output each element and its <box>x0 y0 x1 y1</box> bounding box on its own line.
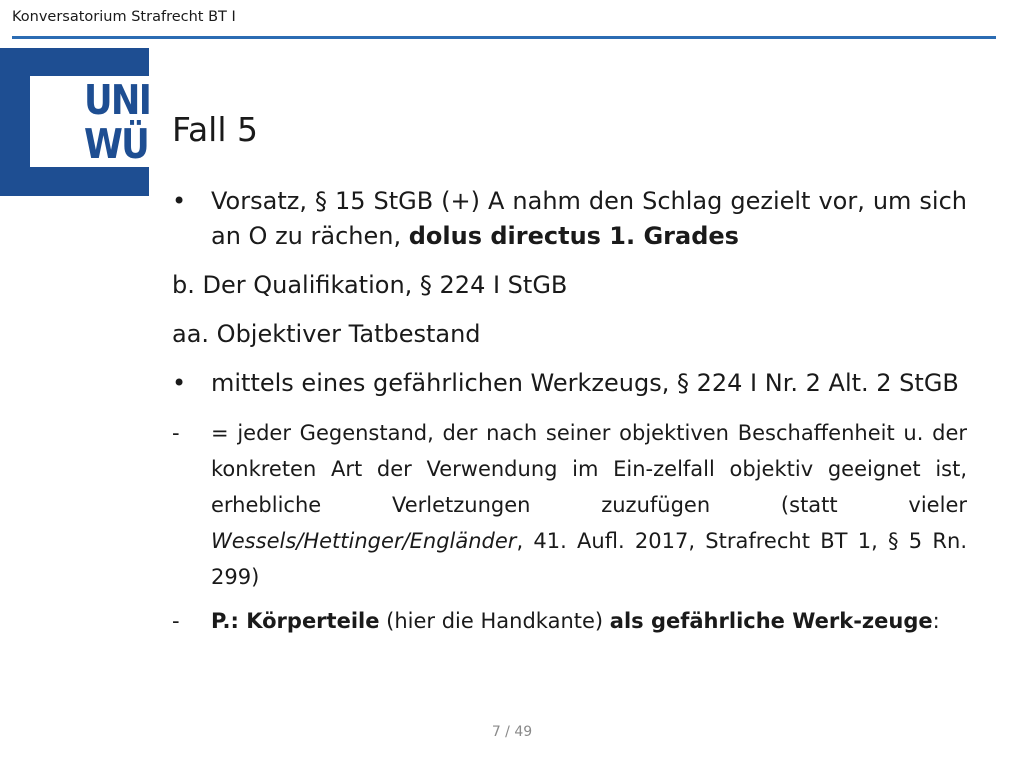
dash-problem <box>172 603 967 639</box>
header-rule <box>12 36 996 39</box>
logo-line-1: UNI <box>84 76 151 124</box>
dash-definition <box>172 415 967 595</box>
bullet-marker: • <box>172 369 187 397</box>
dash-marker: - <box>172 609 180 633</box>
logo-line-2: WÜ <box>84 120 149 168</box>
bullet-text: Vorsatz, § 15 StGB (+) A nahm den Schlag gezielt vor, um sich an O zu rächen, <box>211 187 967 250</box>
bullet-bold-text: dolus directus 1. Grades <box>408 222 739 250</box>
bullet-text: mittels eines gefährlichen Werkzeugs, § 224 I Nr. 2 Alt. 2 StGB <box>211 369 959 397</box>
problem-text: (hier die Handkante) <box>386 609 604 633</box>
course-title: Konversatorium Strafrecht BT I <box>12 9 236 25</box>
problem-colon: : <box>932 609 940 633</box>
university-logo <box>0 48 149 196</box>
bullet-werkzeug <box>172 366 967 401</box>
dash-marker: - <box>172 421 180 445</box>
slide-body <box>172 184 967 647</box>
logo-wordmark <box>84 76 151 168</box>
citation-text: , 41. Aufl. 2017, Strafrecht BT 1, § 5 Rn. 299) <box>211 529 967 589</box>
problem-label: P.: Körperteile <box>211 609 380 633</box>
heading-objektiver-tatbestand: aa. Objektiver Tatbestand <box>172 320 481 348</box>
bullet-marker: • <box>172 187 187 215</box>
page-number: 7 / 49 <box>491 724 533 740</box>
citation-authors: Wessels/Hettinger/Engländer <box>211 529 517 553</box>
slide-title: Fall 5 <box>172 110 258 149</box>
problem-bold-text: als gefährliche Werk-zeuge <box>609 609 933 633</box>
definition-text: = jeder Gegenstand, der nach seiner objektiven Beschaffenheit u. der konkreten Art der Verwendung im Ein-zelfall objektiv geeignet ist, erhebliche Verletzungen zuzufügen (statt vieler <box>211 421 967 517</box>
bullet-vorsatz <box>172 184 967 254</box>
heading-qualifikation: b. Der Qualifikation, § 224 I StGB <box>172 271 568 299</box>
